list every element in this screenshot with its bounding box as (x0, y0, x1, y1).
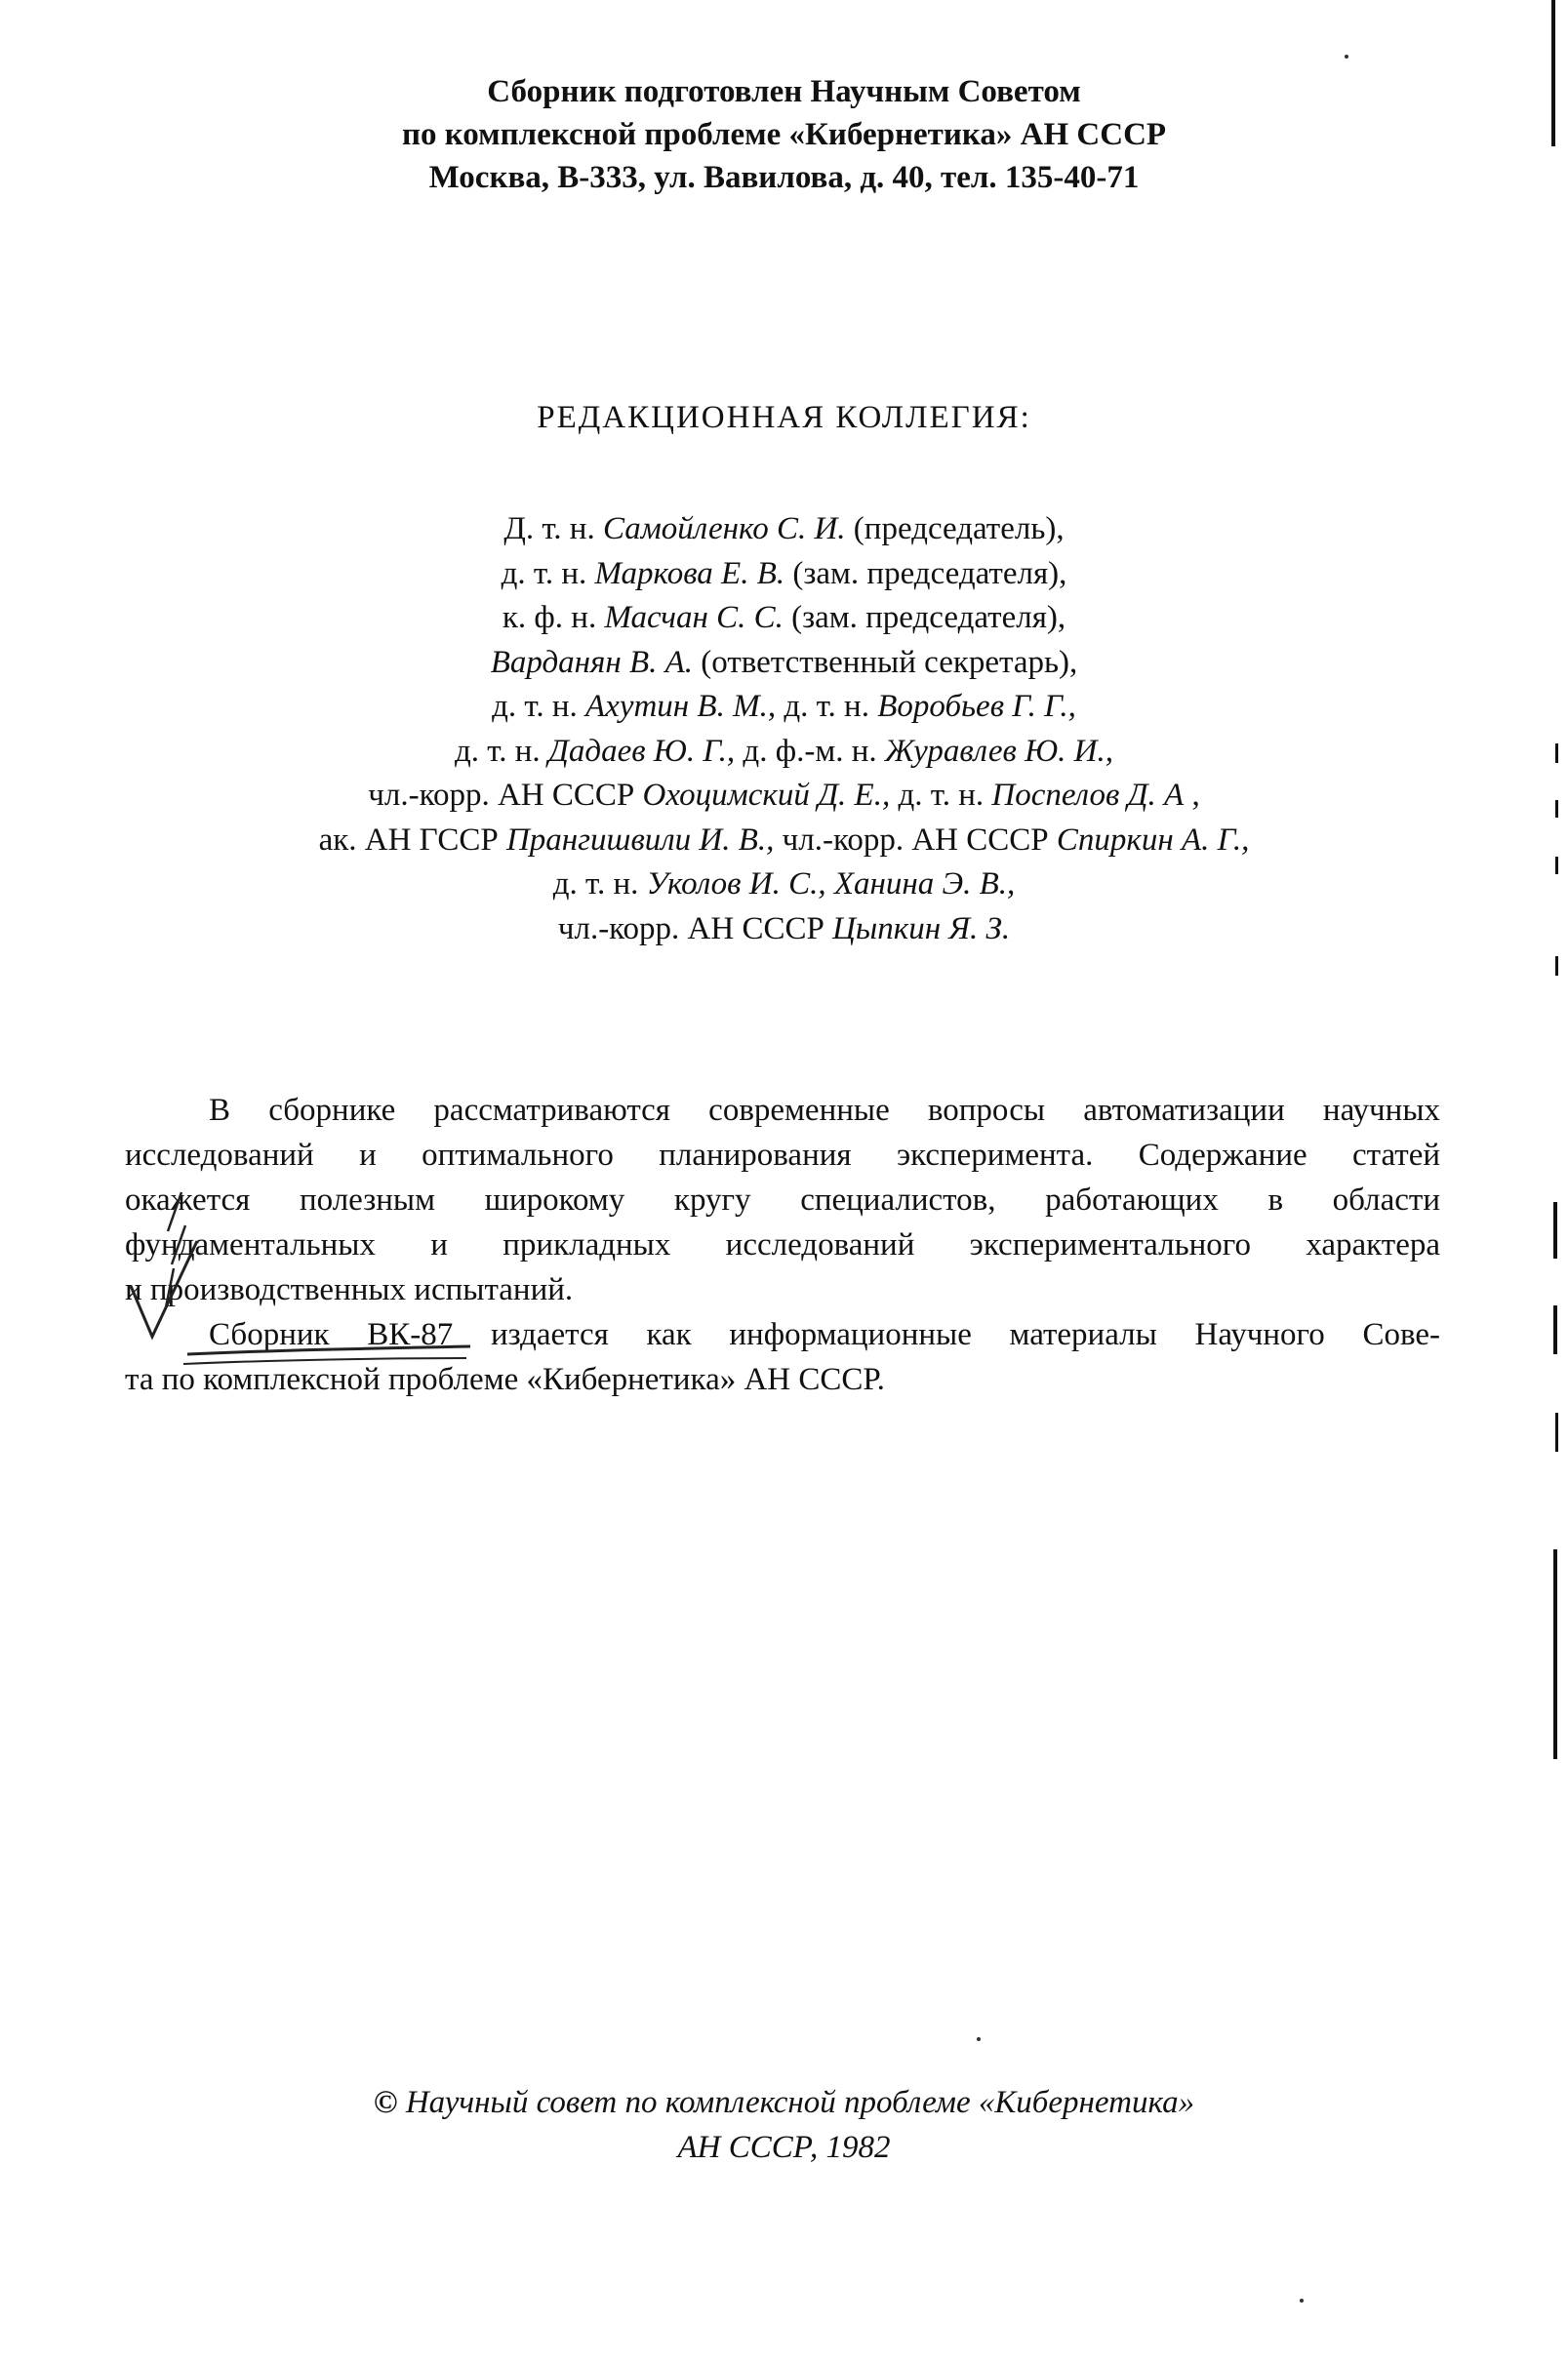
member-title: (председатель), (845, 511, 1065, 546)
member-name: Самойленко С. И. (602, 511, 846, 546)
abstract-line-7: та по комплексной проблеме «Кибернетика» АН СССР. (125, 1362, 885, 1397)
header-line-3: Москва, В-333, ул. Вавилова, д. 40, тел. 135-40-71 (428, 160, 1140, 195)
copyright-footer (0, 2080, 1568, 2170)
abstract-line-4: фундаментальных и прикладных исследований экспериментального характера (125, 1227, 1440, 1263)
member-title: чл.-корр. АН СССР (774, 822, 1057, 858)
scan-dot-3 (1300, 2299, 1304, 2303)
abstract-line-6: Сборник ВК-87 издается как информационные материалы Научного Сове- (209, 1317, 1440, 1352)
abstract-line-5: и производственных испытаний. (125, 1272, 574, 1307)
scan-edge-9 (1555, 956, 1558, 976)
board-member-line (0, 552, 1568, 597)
member-title: д. ф.-м. н. (735, 733, 885, 769)
member-title: Д. т. н. (503, 511, 603, 546)
member-name: Маркова Е. В. (594, 555, 785, 591)
board-member-line (0, 774, 1568, 819)
member-name: Ахутин В. М., (585, 689, 777, 724)
scan-edge-4 (1555, 1413, 1558, 1452)
board-member-line (0, 730, 1568, 775)
copyright-icon: © (373, 2085, 398, 2120)
member-name: Спиркин А. Г., (1056, 822, 1250, 858)
member-name: Прангишвили И. В., (505, 822, 775, 858)
member-name: Варданян В. А. (490, 644, 694, 680)
member-title: чл.-корр. АН СССР (368, 778, 643, 813)
board-member-line (0, 685, 1568, 730)
board-member-line (0, 596, 1568, 641)
member-title: чл.-корр. АН СССР (557, 910, 833, 946)
scan-dot-1 (1345, 55, 1348, 59)
board-member-line (0, 907, 1568, 952)
member-name: Цыпкин Я. З. (832, 910, 1011, 946)
abstract-line-1: В сборнике рассматриваются современные вопросы автоматизации научных (209, 1093, 1440, 1128)
copyright-line-1 (0, 2080, 1568, 2125)
member-name: Уколов И. С., (646, 866, 826, 902)
member-title: (зам. председателя), (783, 600, 1066, 635)
member-title: к. ф. н. (502, 600, 605, 635)
member-name: Поспелов Д. А (991, 778, 1185, 813)
editorial-board-title: РЕДАКЦИОННАЯ КОЛЛЕГИЯ: (537, 400, 1031, 435)
member-name: Дадаев Ю. Г., (547, 733, 736, 769)
editorial-board-members (0, 507, 1568, 951)
member-title: д. т. н. (501, 555, 595, 591)
board-member-line (0, 819, 1568, 863)
member-name: Ханина Э. В., (833, 866, 1016, 902)
abstract (125, 1088, 1440, 1402)
member-title: , (1184, 778, 1200, 813)
member-title: д. т. н. (455, 733, 548, 769)
scan-edge-2 (1553, 1202, 1557, 1259)
member-title: д. т. н. (776, 689, 878, 724)
copyright-line-2: АН СССР, 1982 (677, 2130, 891, 2165)
scan-edge-3 (1553, 1305, 1557, 1354)
publisher-header (0, 70, 1568, 199)
header-line-1: Сборник подготовлен Научным Советом (487, 74, 1081, 109)
member-title: д. т. н. (552, 866, 647, 902)
member-title: д. т. н. (890, 778, 992, 813)
member-name: Охоцимский Д. Е., (642, 778, 891, 813)
abstract-line-3: окажется полезным широкому кругу специалистов, работающих в области (125, 1182, 1440, 1218)
abstract-line-2: исследований и оптимального планирования эксперимента. Содержание статей (125, 1138, 1440, 1173)
member-title: (ответственный секретарь), (693, 644, 1078, 680)
header-line-2: по комплексной проблеме «Кибернетика» АН СССР (401, 117, 1167, 152)
scan-edge-5 (1553, 1549, 1557, 1759)
board-member-line (0, 507, 1568, 552)
board-member-line (0, 641, 1568, 686)
copyright-text: Научный совет по комплексной проблеме «Кибернетика» (405, 2085, 1195, 2120)
member-name: Масчан С. С. (604, 600, 784, 635)
member-title: (зам. председателя), (784, 555, 1067, 591)
member-title: ак. АН ГССР (318, 822, 506, 858)
board-member-line (0, 862, 1568, 907)
member-name: Воробьев Г. Г., (877, 689, 1076, 724)
member-title (826, 866, 834, 902)
member-title: д. т. н. (492, 689, 586, 724)
member-name: Журавлев Ю. И., (884, 733, 1113, 769)
scan-dot-2 (977, 2037, 981, 2041)
